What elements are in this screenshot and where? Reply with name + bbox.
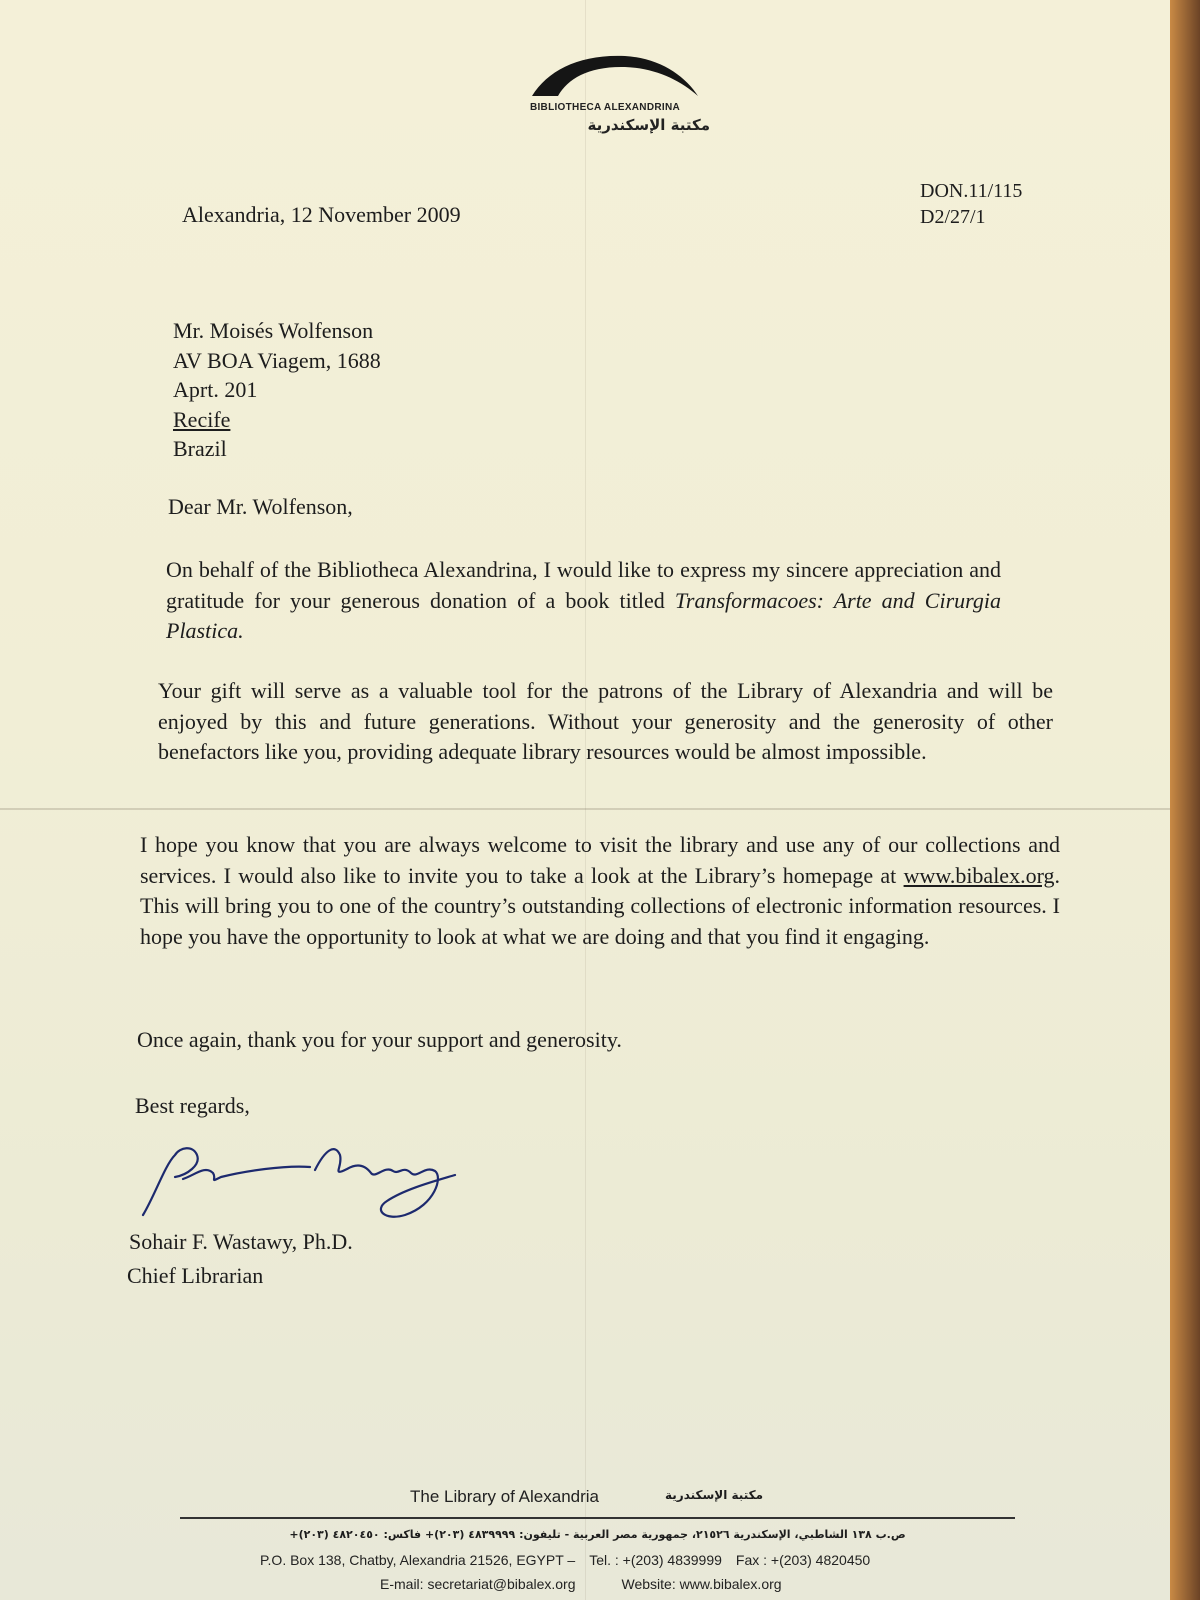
recipient-apartment: Aprt. 201: [173, 377, 258, 402]
footer-divider: [180, 1517, 1015, 1519]
signer-name: Sohair F. Wastawy, Ph.D.: [129, 1229, 353, 1254]
date-line: Alexandria, 12 November 2009: [182, 202, 461, 227]
footer-postal-address: P.O. Box 138, Chatby, Alexandria 21526, EGYPT –: [260, 1552, 576, 1568]
letterhead-logo: [490, 50, 730, 145]
recipient-name: Mr. Moisés Wolfenson: [173, 318, 374, 343]
recipient-street: AV BOA Viagem, 1688: [173, 347, 381, 373]
paragraph-donation: [166, 555, 1001, 647]
footer-fax: Fax : +(203) 4820450: [735, 1552, 871, 1568]
website-link[interactable]: www.bibalex.org: [903, 862, 1055, 888]
footer-website[interactable]: Website: www.bibalex.org: [621, 1576, 782, 1592]
reference-code: D2/27/1: [920, 206, 986, 228]
handwritten-signature: [135, 1135, 465, 1225]
book-title: Transformacoes: Arte and Cirurgia Plastica.: [166, 587, 1001, 643]
recipient-address: [173, 316, 381, 464]
footer-address: [260, 1552, 884, 1568]
signer-title: Chief Librarian: [127, 1263, 264, 1288]
fold-line-vertical: [585, 0, 586, 1600]
paragraph-invitation-text-end: . This will bring you to one of the country’s outstanding collections of electronic information resources. I hope you have the opportunity to look at what we are doing and that you find it engaging.: [140, 862, 1060, 949]
footer-title-english: The Library of Alexandria: [410, 1487, 599, 1506]
reference-block: [920, 178, 1022, 230]
library-arc-logo-icon: [530, 50, 700, 100]
logo-text-english: BIBLIOTHECA ALEXANDRINA: [529, 102, 680, 113]
reference-number: DON.11/115: [920, 180, 1023, 202]
paragraph-invitation-text: I hope you know that you are always welcome to visit the library and use any of our collections and services. I would also like to invite you to take a look at the Library’s homepage at: [140, 832, 1060, 888]
footer-contact: [380, 1576, 828, 1592]
footer-telephone: Tel. : +(203) 4839999: [589, 1552, 722, 1568]
footer-email[interactable]: E-mail: secretariat@bibalex.org: [380, 1576, 576, 1592]
footer-title-arabic: مكتبة الإسكندرية: [665, 1488, 764, 1502]
closing: Best regards,: [135, 1093, 250, 1118]
recipient-country: Brazil: [173, 436, 227, 461]
recipient-city: Recife: [173, 406, 231, 432]
fold-line-horizontal: [0, 808, 1170, 810]
logo-text-arabic: مكتبة الإسكندرية: [587, 116, 710, 134]
paragraph-gift: Your gift will serve as a valuable tool for the patrons of the Library of Alexandria and will be enjoyed by this and future generations. Without your generosity and the generosity of other benefactors like you, providing adequate library resources would be almost impossible.: [158, 678, 1053, 764]
paragraph-thanks: Once again, thank you for your support and generosity.: [137, 1027, 622, 1052]
paragraph-invitation: [140, 830, 1060, 952]
paragraph-donation-text: On behalf of the Bibliotheca Alexandrina, I would like to express my sincere appreciation and gratitude for your generous donation of a book titled: [166, 557, 1001, 613]
footer-address-arabic: ص.ب ١٣٨ الشاطبي، الإسكندرية ٢١٥٢٦، جمهورية مصر العربية - تليفون: ٤٨٣٩٩٩٩ (٢٠٣)+ فاكس: ٤٨٢٠٤٥٠ (٢٠٣)+: [289, 1528, 906, 1541]
salutation: Dear Mr. Wolfenson,: [168, 494, 353, 519]
